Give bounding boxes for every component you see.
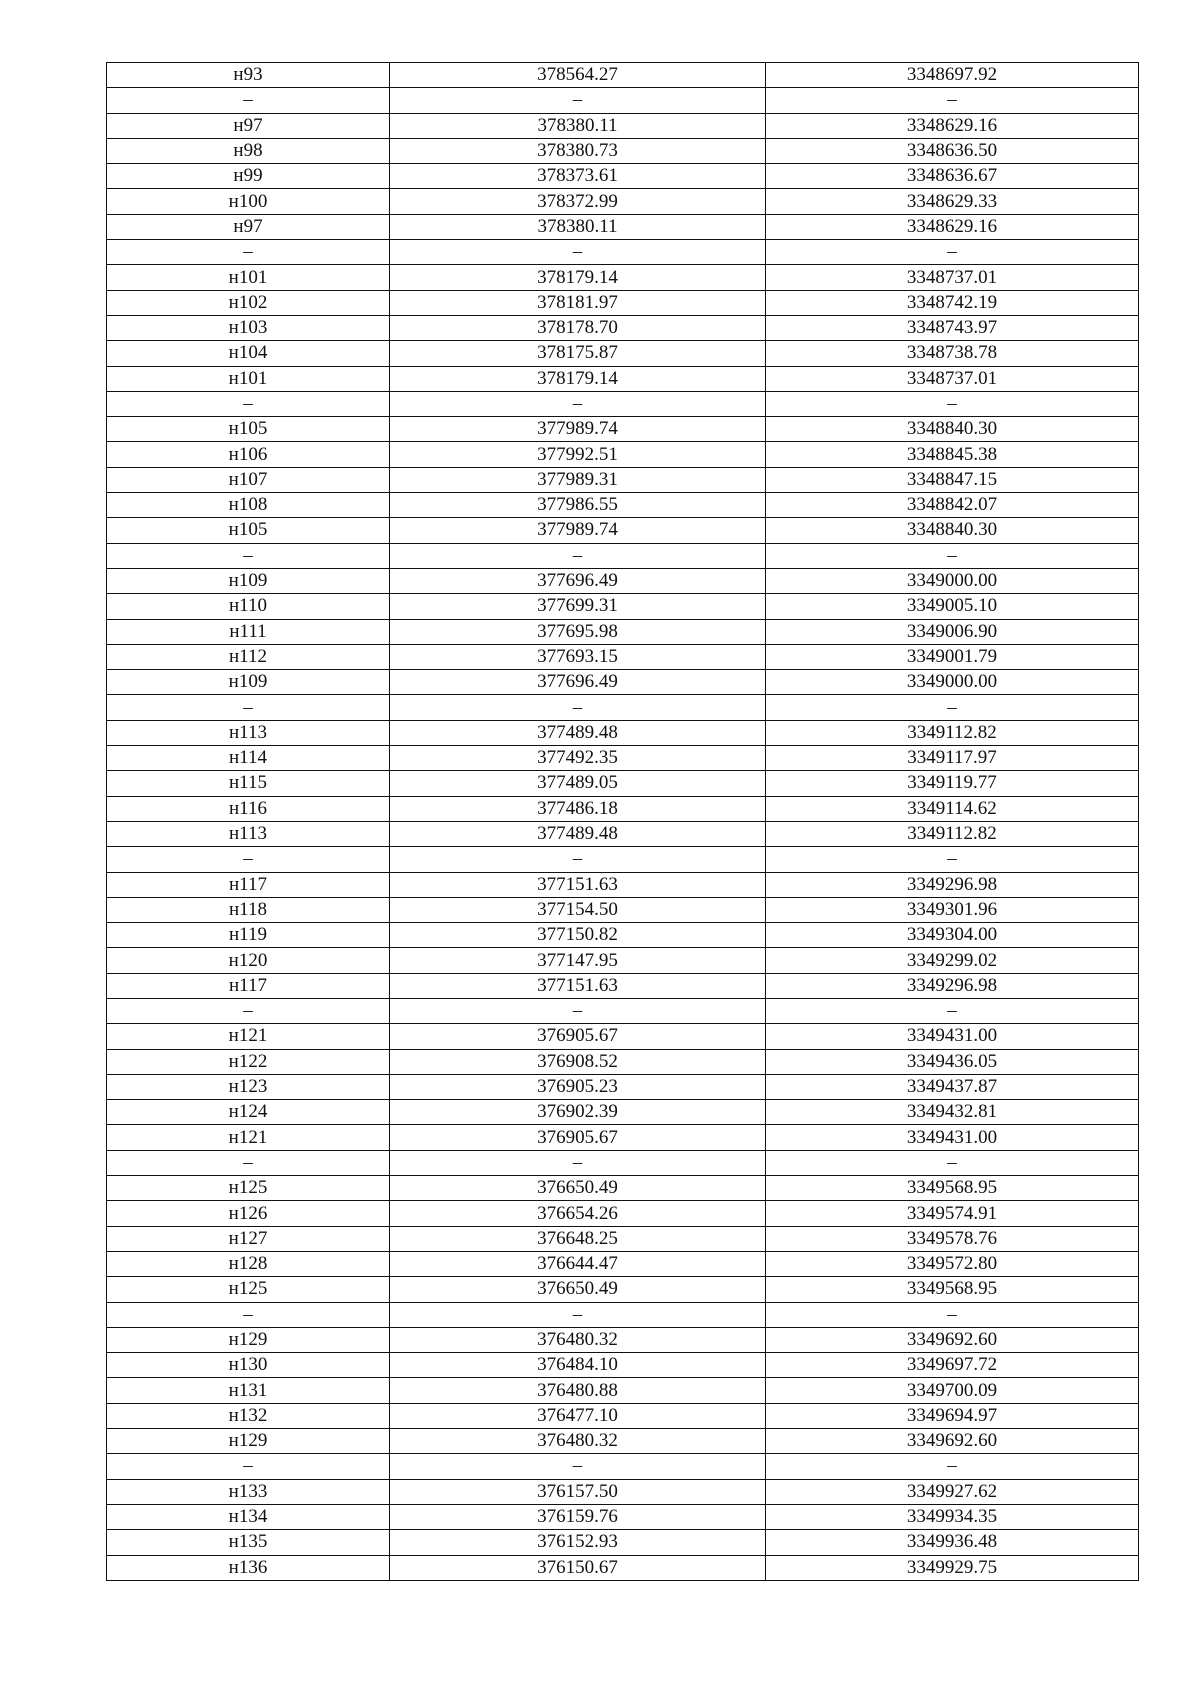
y-coordinate-cell: 3349936.48 bbox=[766, 1530, 1139, 1555]
separator-row bbox=[107, 240, 1139, 265]
table-row bbox=[107, 341, 1139, 366]
separator-row bbox=[107, 1150, 1139, 1175]
x-coordinate-cell: – bbox=[390, 1302, 766, 1327]
x-coordinate-cell: 378175.87 bbox=[390, 341, 766, 366]
table-row bbox=[107, 1378, 1139, 1403]
point-name-cell: н114 bbox=[107, 746, 390, 771]
point-name-cell: н101 bbox=[107, 366, 390, 391]
x-coordinate-cell: 378564.27 bbox=[390, 63, 766, 88]
point-name-cell: н99 bbox=[107, 164, 390, 189]
y-coordinate-cell: – bbox=[766, 240, 1139, 265]
table-row bbox=[107, 720, 1139, 745]
x-coordinate-cell: 377693.15 bbox=[390, 644, 766, 669]
x-coordinate-cell: 377150.82 bbox=[390, 923, 766, 948]
point-name-cell: н117 bbox=[107, 872, 390, 897]
x-coordinate-cell: 377151.63 bbox=[390, 973, 766, 998]
point-name-cell: н129 bbox=[107, 1429, 390, 1454]
table-row bbox=[107, 1201, 1139, 1226]
x-coordinate-cell: 376902.39 bbox=[390, 1100, 766, 1125]
y-coordinate-cell: 3349437.87 bbox=[766, 1074, 1139, 1099]
table-row bbox=[107, 113, 1139, 138]
x-coordinate-cell: 377489.48 bbox=[390, 720, 766, 745]
x-coordinate-cell: 376480.32 bbox=[390, 1429, 766, 1454]
table-row bbox=[107, 1226, 1139, 1251]
x-coordinate-cell: 376644.47 bbox=[390, 1251, 766, 1276]
table-row bbox=[107, 417, 1139, 442]
point-name-cell: н113 bbox=[107, 720, 390, 745]
y-coordinate-cell: 3348737.01 bbox=[766, 366, 1139, 391]
y-coordinate-cell: 3349568.95 bbox=[766, 1277, 1139, 1302]
x-coordinate-cell: – bbox=[390, 1150, 766, 1175]
x-coordinate-cell: 376905.67 bbox=[390, 1125, 766, 1150]
point-name-cell: – bbox=[107, 1302, 390, 1327]
point-name-cell: н109 bbox=[107, 568, 390, 593]
point-name-cell: н125 bbox=[107, 1176, 390, 1201]
table-row bbox=[107, 619, 1139, 644]
x-coordinate-cell: 376908.52 bbox=[390, 1049, 766, 1074]
table-row bbox=[107, 1555, 1139, 1580]
point-name-cell: н107 bbox=[107, 467, 390, 492]
y-coordinate-cell: 3349117.97 bbox=[766, 746, 1139, 771]
y-coordinate-cell: 3349431.00 bbox=[766, 1125, 1139, 1150]
table-row bbox=[107, 1429, 1139, 1454]
table-row bbox=[107, 1251, 1139, 1276]
y-coordinate-cell: – bbox=[766, 88, 1139, 113]
x-coordinate-cell: 376150.67 bbox=[390, 1555, 766, 1580]
table-row bbox=[107, 1125, 1139, 1150]
point-name-cell: н108 bbox=[107, 493, 390, 518]
table-row bbox=[107, 214, 1139, 239]
x-coordinate-cell: 376654.26 bbox=[390, 1201, 766, 1226]
x-coordinate-cell: 377696.49 bbox=[390, 670, 766, 695]
x-coordinate-cell: 377695.98 bbox=[390, 619, 766, 644]
y-coordinate-cell: 3349934.35 bbox=[766, 1504, 1139, 1529]
y-coordinate-cell: 3348840.30 bbox=[766, 417, 1139, 442]
table-row bbox=[107, 315, 1139, 340]
x-coordinate-cell: 377147.95 bbox=[390, 948, 766, 973]
table-row bbox=[107, 1277, 1139, 1302]
table-row bbox=[107, 138, 1139, 163]
x-coordinate-cell: 378373.61 bbox=[390, 164, 766, 189]
point-name-cell: н101 bbox=[107, 265, 390, 290]
x-coordinate-cell: 376152.93 bbox=[390, 1530, 766, 1555]
table-row bbox=[107, 670, 1139, 695]
y-coordinate-cell: 3348636.67 bbox=[766, 164, 1139, 189]
x-coordinate-cell: 378178.70 bbox=[390, 315, 766, 340]
table-row bbox=[107, 164, 1139, 189]
x-coordinate-cell: 376159.76 bbox=[390, 1504, 766, 1529]
y-coordinate-cell: 3349572.80 bbox=[766, 1251, 1139, 1276]
y-coordinate-cell: 3348629.16 bbox=[766, 214, 1139, 239]
x-coordinate-cell: 378181.97 bbox=[390, 290, 766, 315]
table-row bbox=[107, 1100, 1139, 1125]
point-name-cell: н129 bbox=[107, 1327, 390, 1352]
table-row bbox=[107, 746, 1139, 771]
point-name-cell: н136 bbox=[107, 1555, 390, 1580]
y-coordinate-cell: 3349001.79 bbox=[766, 644, 1139, 669]
point-name-cell: – bbox=[107, 543, 390, 568]
y-coordinate-cell: 3348636.50 bbox=[766, 138, 1139, 163]
point-name-cell: н104 bbox=[107, 341, 390, 366]
y-coordinate-cell: 3349006.90 bbox=[766, 619, 1139, 644]
point-name-cell: н98 bbox=[107, 138, 390, 163]
point-name-cell: – bbox=[107, 1454, 390, 1479]
x-coordinate-cell: 376905.67 bbox=[390, 1024, 766, 1049]
point-name-cell: н124 bbox=[107, 1100, 390, 1125]
y-coordinate-cell: 3348738.78 bbox=[766, 341, 1139, 366]
y-coordinate-cell: 3349296.98 bbox=[766, 872, 1139, 897]
x-coordinate-cell: 377699.31 bbox=[390, 594, 766, 619]
x-coordinate-cell: 376480.32 bbox=[390, 1327, 766, 1352]
point-name-cell: н109 bbox=[107, 670, 390, 695]
x-coordinate-cell: 378380.73 bbox=[390, 138, 766, 163]
y-coordinate-cell: 3349432.81 bbox=[766, 1100, 1139, 1125]
y-coordinate-cell: – bbox=[766, 847, 1139, 872]
point-name-cell: н135 bbox=[107, 1530, 390, 1555]
y-coordinate-cell: 3349927.62 bbox=[766, 1479, 1139, 1504]
x-coordinate-cell: 376477.10 bbox=[390, 1403, 766, 1428]
table-row bbox=[107, 923, 1139, 948]
x-coordinate-cell: – bbox=[390, 695, 766, 720]
table-row bbox=[107, 796, 1139, 821]
point-name-cell: н125 bbox=[107, 1277, 390, 1302]
point-name-cell: н132 bbox=[107, 1403, 390, 1428]
point-name-cell: н105 bbox=[107, 518, 390, 543]
point-name-cell: – bbox=[107, 391, 390, 416]
x-coordinate-cell: 377489.05 bbox=[390, 771, 766, 796]
x-coordinate-cell: 378179.14 bbox=[390, 366, 766, 391]
y-coordinate-cell: – bbox=[766, 1150, 1139, 1175]
separator-row bbox=[107, 391, 1139, 416]
point-name-cell: н121 bbox=[107, 1024, 390, 1049]
y-coordinate-cell: 3349694.97 bbox=[766, 1403, 1139, 1428]
table-row bbox=[107, 948, 1139, 973]
point-name-cell: н105 bbox=[107, 417, 390, 442]
y-coordinate-cell: 3349431.00 bbox=[766, 1024, 1139, 1049]
y-coordinate-cell: 3348840.30 bbox=[766, 518, 1139, 543]
separator-row bbox=[107, 998, 1139, 1023]
point-name-cell: н119 bbox=[107, 923, 390, 948]
y-coordinate-cell: – bbox=[766, 1454, 1139, 1479]
table-row bbox=[107, 1530, 1139, 1555]
x-coordinate-cell: 376157.50 bbox=[390, 1479, 766, 1504]
y-coordinate-cell: 3348629.16 bbox=[766, 113, 1139, 138]
y-coordinate-cell: 3349296.98 bbox=[766, 973, 1139, 998]
x-coordinate-cell: 377696.49 bbox=[390, 568, 766, 593]
y-coordinate-cell: 3349112.82 bbox=[766, 720, 1139, 745]
x-coordinate-cell: – bbox=[390, 543, 766, 568]
point-name-cell: н126 bbox=[107, 1201, 390, 1226]
x-coordinate-cell: 377154.50 bbox=[390, 897, 766, 922]
y-coordinate-cell: 3349574.91 bbox=[766, 1201, 1139, 1226]
point-name-cell: н115 bbox=[107, 771, 390, 796]
separator-row bbox=[107, 88, 1139, 113]
x-coordinate-cell: 376648.25 bbox=[390, 1226, 766, 1251]
x-coordinate-cell: 376480.88 bbox=[390, 1378, 766, 1403]
point-name-cell: н110 bbox=[107, 594, 390, 619]
point-name-cell: н100 bbox=[107, 189, 390, 214]
table-row bbox=[107, 897, 1139, 922]
point-name-cell: н103 bbox=[107, 315, 390, 340]
table-row bbox=[107, 1049, 1139, 1074]
y-coordinate-cell: 3348743.97 bbox=[766, 315, 1139, 340]
table-row bbox=[107, 265, 1139, 290]
table-row bbox=[107, 442, 1139, 467]
x-coordinate-cell: – bbox=[390, 391, 766, 416]
table-row bbox=[107, 493, 1139, 518]
table-row bbox=[107, 1479, 1139, 1504]
y-coordinate-cell: 3349301.96 bbox=[766, 897, 1139, 922]
separator-row bbox=[107, 695, 1139, 720]
y-coordinate-cell: 3348842.07 bbox=[766, 493, 1139, 518]
point-name-cell: н120 bbox=[107, 948, 390, 973]
x-coordinate-cell: 377489.48 bbox=[390, 821, 766, 846]
x-coordinate-cell: 378372.99 bbox=[390, 189, 766, 214]
x-coordinate-cell: 377151.63 bbox=[390, 872, 766, 897]
x-coordinate-cell: 376650.49 bbox=[390, 1277, 766, 1302]
point-name-cell: н106 bbox=[107, 442, 390, 467]
y-coordinate-cell: 3348629.33 bbox=[766, 189, 1139, 214]
y-coordinate-cell: 3349000.00 bbox=[766, 670, 1139, 695]
y-coordinate-cell: 3348737.01 bbox=[766, 265, 1139, 290]
point-name-cell: н128 bbox=[107, 1251, 390, 1276]
point-name-cell: н93 bbox=[107, 63, 390, 88]
table-row bbox=[107, 290, 1139, 315]
point-name-cell: н134 bbox=[107, 1504, 390, 1529]
point-name-cell: – bbox=[107, 847, 390, 872]
x-coordinate-cell: 376650.49 bbox=[390, 1176, 766, 1201]
table-row bbox=[107, 594, 1139, 619]
table-row bbox=[107, 1074, 1139, 1099]
table-row bbox=[107, 518, 1139, 543]
point-name-cell: н131 bbox=[107, 1378, 390, 1403]
x-coordinate-cell: 378380.11 bbox=[390, 214, 766, 239]
table-row bbox=[107, 1024, 1139, 1049]
x-coordinate-cell: 377486.18 bbox=[390, 796, 766, 821]
point-name-cell: – bbox=[107, 998, 390, 1023]
table-row bbox=[107, 644, 1139, 669]
y-coordinate-cell: 3349697.72 bbox=[766, 1353, 1139, 1378]
y-coordinate-cell: 3349436.05 bbox=[766, 1049, 1139, 1074]
x-coordinate-cell: 377992.51 bbox=[390, 442, 766, 467]
table-row bbox=[107, 63, 1139, 88]
x-coordinate-cell: – bbox=[390, 88, 766, 113]
y-coordinate-cell: 3349299.02 bbox=[766, 948, 1139, 973]
separator-row bbox=[107, 847, 1139, 872]
y-coordinate-cell: 3349112.82 bbox=[766, 821, 1139, 846]
y-coordinate-cell: 3349692.60 bbox=[766, 1327, 1139, 1352]
y-coordinate-cell: 3348742.19 bbox=[766, 290, 1139, 315]
coordinates-table-body bbox=[107, 63, 1139, 1581]
y-coordinate-cell: – bbox=[766, 695, 1139, 720]
separator-row bbox=[107, 1302, 1139, 1327]
coordinates-table bbox=[106, 62, 1139, 1581]
table-row bbox=[107, 973, 1139, 998]
y-coordinate-cell: – bbox=[766, 543, 1139, 568]
point-name-cell: н116 bbox=[107, 796, 390, 821]
table-row bbox=[107, 568, 1139, 593]
x-coordinate-cell: 377989.74 bbox=[390, 518, 766, 543]
y-coordinate-cell: 3349578.76 bbox=[766, 1226, 1139, 1251]
x-coordinate-cell: 376905.23 bbox=[390, 1074, 766, 1099]
x-coordinate-cell: – bbox=[390, 1454, 766, 1479]
point-name-cell: – bbox=[107, 88, 390, 113]
y-coordinate-cell: 3348847.15 bbox=[766, 467, 1139, 492]
table-row bbox=[107, 1353, 1139, 1378]
y-coordinate-cell: 3348697.92 bbox=[766, 63, 1139, 88]
table-row bbox=[107, 1327, 1139, 1352]
point-name-cell: н133 bbox=[107, 1479, 390, 1504]
point-name-cell: н118 bbox=[107, 897, 390, 922]
table-row bbox=[107, 467, 1139, 492]
x-coordinate-cell: – bbox=[390, 240, 766, 265]
y-coordinate-cell: 3348845.38 bbox=[766, 442, 1139, 467]
point-name-cell: – bbox=[107, 1150, 390, 1175]
x-coordinate-cell: 377989.31 bbox=[390, 467, 766, 492]
table-row bbox=[107, 1176, 1139, 1201]
x-coordinate-cell: 377492.35 bbox=[390, 746, 766, 771]
point-name-cell: н121 bbox=[107, 1125, 390, 1150]
table-row bbox=[107, 1504, 1139, 1529]
table-row bbox=[107, 771, 1139, 796]
point-name-cell: н123 bbox=[107, 1074, 390, 1099]
point-name-cell: н117 bbox=[107, 973, 390, 998]
separator-row bbox=[107, 1454, 1139, 1479]
y-coordinate-cell: 3349119.77 bbox=[766, 771, 1139, 796]
point-name-cell: н112 bbox=[107, 644, 390, 669]
y-coordinate-cell: – bbox=[766, 998, 1139, 1023]
y-coordinate-cell: 3349000.00 bbox=[766, 568, 1139, 593]
point-name-cell: н127 bbox=[107, 1226, 390, 1251]
y-coordinate-cell: – bbox=[766, 391, 1139, 416]
point-name-cell: н111 bbox=[107, 619, 390, 644]
point-name-cell: н122 bbox=[107, 1049, 390, 1074]
x-coordinate-cell: 377989.74 bbox=[390, 417, 766, 442]
x-coordinate-cell: 378179.14 bbox=[390, 265, 766, 290]
y-coordinate-cell: 3349568.95 bbox=[766, 1176, 1139, 1201]
point-name-cell: н102 bbox=[107, 290, 390, 315]
x-coordinate-cell: 377986.55 bbox=[390, 493, 766, 518]
point-name-cell: н130 bbox=[107, 1353, 390, 1378]
table-row bbox=[107, 189, 1139, 214]
point-name-cell: н97 bbox=[107, 113, 390, 138]
x-coordinate-cell: 378380.11 bbox=[390, 113, 766, 138]
y-coordinate-cell: 3349700.09 bbox=[766, 1378, 1139, 1403]
table-row bbox=[107, 821, 1139, 846]
separator-row bbox=[107, 543, 1139, 568]
point-name-cell: – bbox=[107, 695, 390, 720]
y-coordinate-cell: 3349692.60 bbox=[766, 1429, 1139, 1454]
point-name-cell: н97 bbox=[107, 214, 390, 239]
point-name-cell: – bbox=[107, 240, 390, 265]
x-coordinate-cell: – bbox=[390, 998, 766, 1023]
y-coordinate-cell: – bbox=[766, 1302, 1139, 1327]
point-name-cell: н113 bbox=[107, 821, 390, 846]
y-coordinate-cell: 3349304.00 bbox=[766, 923, 1139, 948]
y-coordinate-cell: 3349114.62 bbox=[766, 796, 1139, 821]
y-coordinate-cell: 3349005.10 bbox=[766, 594, 1139, 619]
x-coordinate-cell: – bbox=[390, 847, 766, 872]
table-row bbox=[107, 872, 1139, 897]
table-row bbox=[107, 1403, 1139, 1428]
x-coordinate-cell: 376484.10 bbox=[390, 1353, 766, 1378]
table-row bbox=[107, 366, 1139, 391]
y-coordinate-cell: 3349929.75 bbox=[766, 1555, 1139, 1580]
